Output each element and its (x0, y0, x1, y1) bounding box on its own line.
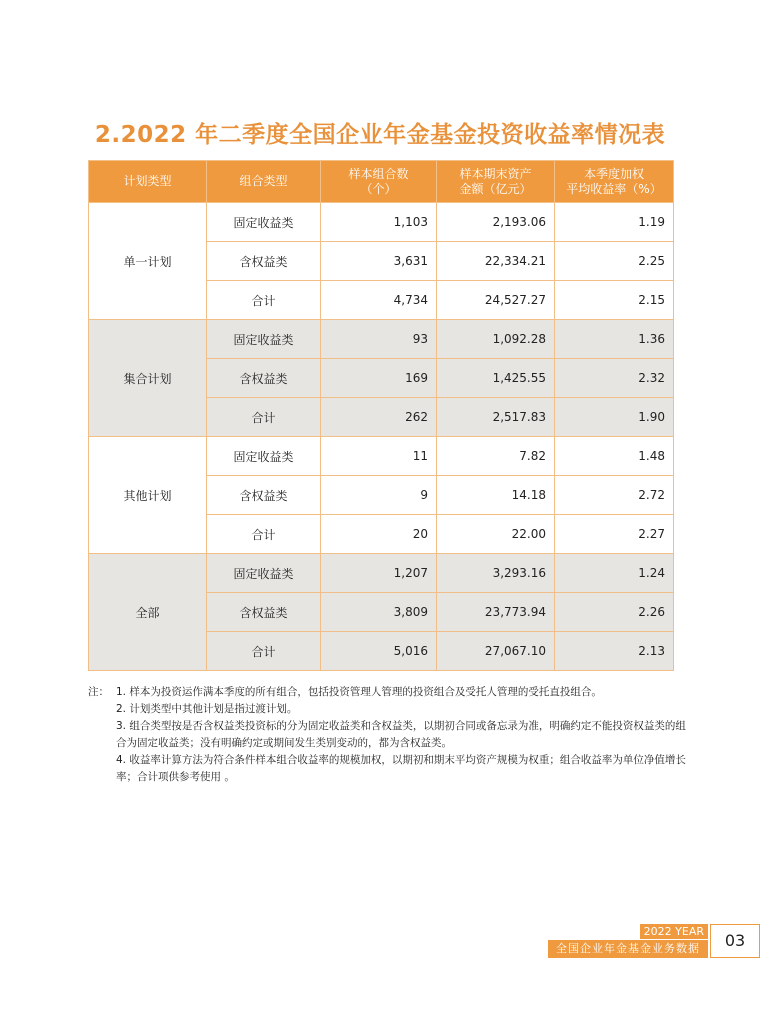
sample-count-cell: 1,103 (321, 203, 437, 242)
note-text: 2. 计划类型中其他计划是指过渡计划。 (116, 703, 298, 715)
assets-cell: 22,334.21 (437, 242, 555, 281)
sample-count-cell: 5,016 (321, 632, 437, 671)
return-rate-cell: 1.24 (555, 554, 674, 593)
footer-year: 2022 YEAR (640, 924, 708, 939)
sample-count-cell: 262 (321, 398, 437, 437)
assets-cell: 23,773.94 (437, 593, 555, 632)
note-item (88, 701, 688, 718)
assets-cell: 22.00 (437, 515, 555, 554)
combo-type-cell: 合计 (207, 515, 321, 554)
sample-count-cell: 9 (321, 476, 437, 515)
table-row (89, 320, 674, 359)
assets-cell: 2,517.83 (437, 398, 555, 437)
assets-cell: 24,527.27 (437, 281, 555, 320)
return-rate-cell: 1.48 (555, 437, 674, 476)
assets-cell: 14.18 (437, 476, 555, 515)
combo-type-cell: 合计 (207, 281, 321, 320)
return-rate-cell: 2.13 (555, 632, 674, 671)
combo-type-cell: 固定收益类 (207, 437, 321, 476)
return-rate-cell: 2.15 (555, 281, 674, 320)
column-header: 样本组合数 （个） (321, 161, 437, 203)
sample-count-cell: 1,207 (321, 554, 437, 593)
plan-type-cell: 全部 (89, 554, 207, 671)
page-title: 2.2022 年二季度全国企业年金基金投资收益率情况表 (94, 122, 666, 148)
note-prefix (88, 701, 116, 718)
assets-cell: 7.82 (437, 437, 555, 476)
combo-type-cell: 固定收益类 (207, 203, 321, 242)
note-item (88, 718, 688, 752)
plan-type-cell: 集合计划 (89, 320, 207, 437)
sample-count-cell: 11 (321, 437, 437, 476)
column-header: 样本期末资产 金额（亿元） (437, 161, 555, 203)
note-text: 3. 组合类型按是否含权益类投资标的分为固定收益类和含权益类，以期初合同或备忘录为准，明确约定不能投资权益类的组合为固定收益类；没有明确约定或期间发生类别变动的，都为含权益类。 (116, 720, 686, 749)
sample-count-cell: 169 (321, 359, 437, 398)
sample-count-cell: 3,631 (321, 242, 437, 281)
combo-type-cell: 固定收益类 (207, 320, 321, 359)
page-number: 03 (710, 924, 760, 958)
plan-type-cell: 其他计划 (89, 437, 207, 554)
combo-type-cell: 合计 (207, 398, 321, 437)
sample-count-cell: 3,809 (321, 593, 437, 632)
assets-cell: 27,067.10 (437, 632, 555, 671)
combo-type-cell: 含权益类 (207, 242, 321, 281)
note-item (88, 684, 688, 701)
assets-cell: 3,293.16 (437, 554, 555, 593)
combo-type-cell: 固定收益类 (207, 554, 321, 593)
return-rate-cell: 2.26 (555, 593, 674, 632)
return-rate-cell: 1.36 (555, 320, 674, 359)
returns-table (88, 160, 674, 671)
assets-cell: 1,425.55 (437, 359, 555, 398)
note-item (88, 752, 688, 786)
note-text: 1. 样本为投资运作满本季度的所有组合，包括投资管理人管理的投资组合及受托人管理的受托直投组合。 (116, 686, 602, 698)
return-rate-cell: 1.19 (555, 203, 674, 242)
column-header: 计划类型 (89, 161, 207, 203)
return-rate-cell: 2.27 (555, 515, 674, 554)
sample-count-cell: 20 (321, 515, 437, 554)
combo-type-cell: 含权益类 (207, 476, 321, 515)
return-rate-cell: 2.72 (555, 476, 674, 515)
assets-cell: 2,193.06 (437, 203, 555, 242)
table-header-row (89, 161, 674, 203)
footer-subtitle: 全国企业年金基金业务数据 (548, 940, 708, 958)
column-header: 本季度加权 平均收益率（%） (555, 161, 674, 203)
table-row (89, 554, 674, 593)
notes-section (88, 684, 688, 786)
table-row (89, 203, 674, 242)
sample-count-cell: 93 (321, 320, 437, 359)
column-header: 组合类型 (207, 161, 321, 203)
note-prefix: 注： (88, 686, 109, 698)
note-prefix (88, 718, 116, 752)
assets-cell: 1,092.28 (437, 320, 555, 359)
note-prefix (88, 752, 116, 786)
return-rate-cell: 2.25 (555, 242, 674, 281)
combo-type-cell: 含权益类 (207, 593, 321, 632)
return-rate-cell: 1.90 (555, 398, 674, 437)
combo-type-cell: 合计 (207, 632, 321, 671)
page-footer (548, 924, 760, 960)
return-rate-cell: 2.32 (555, 359, 674, 398)
plan-type-cell: 单一计划 (89, 203, 207, 320)
combo-type-cell: 含权益类 (207, 359, 321, 398)
sample-count-cell: 4,734 (321, 281, 437, 320)
table-body (89, 203, 674, 671)
note-text: 4. 收益率计算方法为符合条件样本组合收益率的规模加权，以期初和期末平均资产规模为权重；组合收益率为单位净值增长率；合计项供参考使用 。 (116, 754, 686, 783)
table-row (89, 437, 674, 476)
